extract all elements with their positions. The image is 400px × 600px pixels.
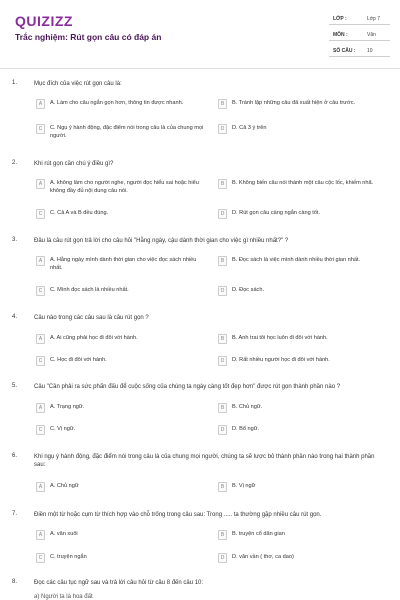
option-badge: C <box>36 425 45 435</box>
option-badge: D <box>218 286 227 296</box>
option-badge: C <box>36 553 45 563</box>
option-badge: B <box>218 334 227 344</box>
question-text: Khi ngụ ý hành động, đặc điểm nói trong câu là của chung mọi người, chúng ta sẽ lược bỏ thành phần nào trong hai thành phần sau: <box>34 454 375 468</box>
option-text: C. Cả A và B đều đúng. <box>50 210 109 216</box>
option-text: B. Đọc sách là việc mình dành nhiều thời gian nhất. <box>232 257 361 263</box>
option-text: B. truyện cổ dân gian <box>232 531 285 537</box>
option-text: C. Mình đọc sách là nhiều nhất. <box>50 287 129 293</box>
option-text: A. Hằng ngày mình dành thời gian cho việc đọc sách nhiều nhất. <box>50 257 197 271</box>
option-badge: D <box>218 425 227 435</box>
question-number: 4. <box>12 314 18 320</box>
option-badge: B <box>218 179 227 189</box>
option-badge: A <box>36 99 45 109</box>
option-badge: B <box>218 256 227 266</box>
option-text: B. Vị ngữ <box>232 483 256 489</box>
option-badge: B <box>218 403 227 413</box>
meta-value: 10 <box>367 48 373 54</box>
option-text: B. Anh trai tôi học luôn đi đôi với hành. <box>232 335 328 341</box>
option-text: C. Vị ngữ. <box>50 426 76 432</box>
meta-row-subject <box>329 26 390 41</box>
meta-row-count <box>329 42 390 57</box>
proverb-text: a) Người ta là hoa đất <box>34 594 93 600</box>
question-number: 5. <box>12 383 18 389</box>
option-badge: B <box>218 530 227 540</box>
page-title: Trắc nghiệm: Rút gọn câu có đáp án <box>15 32 162 42</box>
option-text: D. Bổ ngữ. <box>232 426 260 432</box>
question-number: 1. <box>12 80 18 86</box>
option-badge: D <box>218 356 227 366</box>
option-badge: A <box>36 530 45 540</box>
option-text: A. Chủ ngữ <box>50 483 79 489</box>
option-text: D. Rút gọn câu càng ngắn càng tốt. <box>232 210 321 216</box>
question-number: 7. <box>12 511 18 517</box>
option-badge: A <box>36 256 45 266</box>
option-badge: D <box>218 209 227 219</box>
option-badge: C <box>36 209 45 219</box>
question-number: 8. <box>12 579 18 585</box>
meta-row-grade <box>329 10 390 25</box>
meta-label: MÔN : <box>333 32 348 38</box>
question-number: 2. <box>12 160 18 166</box>
question-text: Đâu là câu rút gọn trả lời cho câu hỏi "Hằng ngày, cậu dành thời gian cho việc gì nhiều nhất?" ? <box>34 238 289 244</box>
option-badge: A <box>36 403 45 413</box>
question-number: 6. <box>12 453 18 459</box>
quizizz-logo[interactable]: QUIZIZZ <box>15 13 73 29</box>
option-badge: A <box>36 334 45 344</box>
question-text: Đọc các câu tục ngữ sau và trả lời câu hỏi từ câu 8 đến câu 10: <box>34 580 204 586</box>
option-badge: C <box>36 286 45 296</box>
question-text: Mục đích của việc rút gọn câu là: <box>34 81 122 87</box>
option-badge: B <box>218 99 227 109</box>
option-badge: C <box>36 356 45 366</box>
option-badge: D <box>218 124 227 134</box>
option-text: D. Cả 3 ý trên <box>232 125 267 131</box>
option-text: A. Làm cho câu ngắn gọn hơn, thông tin được nhanh. <box>50 100 184 106</box>
option-text: A. không làm cho người nghe, người đọc hiểu sai hoặc hiểu không đầy đủ nội dung câu nói. <box>50 180 199 194</box>
question-text: Điền một từ hoặc cụm từ thích hợp vào chỗ trống trong câu sau: Trong ..... ta thường gặp nhiều câu rút gọn. <box>34 512 322 518</box>
option-text: A. văn xuôi <box>50 531 78 537</box>
header <box>0 0 400 68</box>
option-text: C. Học đi đôi với hành. <box>50 357 107 363</box>
option-text: D. Đọc sách. <box>232 287 265 293</box>
meta-value: Văn <box>367 32 376 38</box>
option-badge: D <box>218 553 227 563</box>
option-text: C. truyện ngắn <box>50 554 87 560</box>
question-number: 3. <box>12 237 18 243</box>
option-text: B. Chủ ngữ. <box>232 404 263 410</box>
option-badge: B <box>218 482 227 492</box>
option-text: A. Ai cũng phải học đi đôi với hành. <box>50 335 138 341</box>
question-text: Câu nào trong các câu sau là câu rút gọn ? <box>34 315 149 321</box>
option-text: C. Ngụ ý hành động, đặc điểm nói trong câu là của chung mọi người. <box>50 125 204 139</box>
meta-label: SỐ CÂU : <box>333 48 356 54</box>
option-badge: A <box>36 482 45 492</box>
option-text: A. Trạng ngữ. <box>50 404 85 410</box>
option-badge: A <box>36 179 45 189</box>
option-text: B. Tránh lặp những câu đã xuất hiện ở câu trước. <box>232 100 356 106</box>
meta-value: Lớp 7 <box>367 16 381 22</box>
meta-label: LỚP : <box>333 16 347 22</box>
option-text: D. Rất nhiều người học đi đôi với hành. <box>232 357 330 363</box>
quiz-meta-table <box>329 10 390 58</box>
option-text: D. văn vần ( thơ, ca dao) <box>232 554 294 560</box>
question-text: Khi rút gọn cần chú ý điều gì? <box>34 161 114 167</box>
option-badge: C <box>36 124 45 134</box>
question-text: Câu "Cần phải ra sức phấn đấu để cuộc sống của chúng ta ngày càng tốt đẹp hơn" được rút gọn thành phần nào ? <box>34 384 341 390</box>
header-divider <box>0 68 400 69</box>
option-text: B. Không biến câu nói thành một câu cộc lốc, khiếm nhã. <box>232 180 374 186</box>
